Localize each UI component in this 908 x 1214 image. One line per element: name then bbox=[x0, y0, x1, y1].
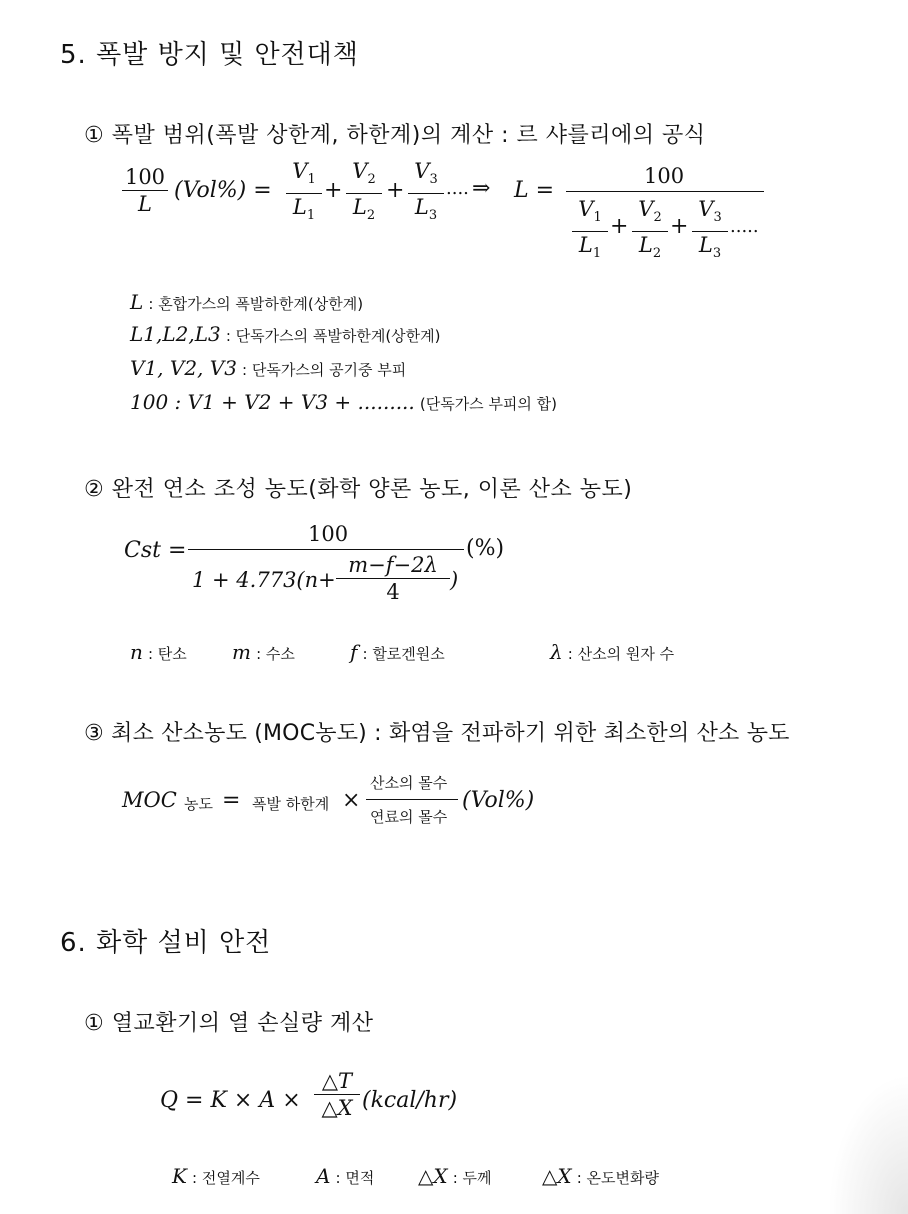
heat-unit: (kcal/hr) bbox=[362, 1088, 458, 1113]
item1-heading: ① 폭발 범위(폭발 상한계, 하한계)의 계산 : 르 샤를리에의 공식 bbox=[84, 123, 706, 148]
lhs-fraction: 100 L bbox=[122, 164, 168, 217]
moc-denominator: 연료의 몰수 bbox=[370, 808, 448, 826]
term1-den: $L_1$ bbox=[292, 195, 316, 223]
item3-heading: ③ 최소 산소농도 (MOC농도) : 화염을 전파하기 위한 최소한의 산소 농도 bbox=[84, 721, 790, 746]
legend-row: 100 : V1 + V2 + V3 + ......... (단독가스 부피의 합) bbox=[130, 390, 558, 414]
term3-fraction bbox=[408, 158, 444, 229]
term2-num: $V_2$ bbox=[352, 159, 376, 187]
moc-unit: (Vol%) bbox=[462, 788, 535, 813]
legend-row: f : 할로겐원소 bbox=[350, 640, 445, 664]
moc-times: × bbox=[342, 788, 361, 813]
term2-den: $L_2$ bbox=[352, 195, 376, 223]
legend-row: m : 수소 bbox=[232, 640, 295, 664]
lhs-unit: (Vol%) = bbox=[174, 178, 272, 203]
page-corner-shadow bbox=[828, 1074, 908, 1214]
legend-row: L1,L2,L3 : 단독가스의 폭발하한계(상한계) bbox=[130, 322, 441, 346]
legend-row: K : 전열계수 bbox=[172, 1164, 260, 1188]
moc-term: 폭발 하한계 bbox=[252, 795, 330, 813]
moc-lhs-suffix: 농도 bbox=[184, 795, 213, 813]
ellipsis: .... bbox=[446, 178, 469, 199]
section5-title: 5. 폭발 방지 및 안전대책 bbox=[60, 40, 359, 70]
cst-numerator: 100 bbox=[308, 522, 349, 546]
rhs-bar bbox=[566, 191, 764, 192]
plus-sign: + bbox=[324, 178, 343, 203]
heat-fraction: △T △X bbox=[314, 1068, 360, 1121]
term1-fraction bbox=[286, 158, 322, 229]
cst-den-prefix: 1 + 4.773(n+ bbox=[192, 568, 336, 592]
legend-row: L : 혼합가스의 폭발하한계(상한계) bbox=[130, 290, 364, 314]
cst-lhs: Cst = bbox=[124, 538, 187, 563]
moc-bar bbox=[366, 799, 458, 800]
cst-bar bbox=[188, 549, 464, 550]
heat-lhs: Q = K × A × bbox=[160, 1088, 301, 1113]
moc-numerator: 산소의 몰수 bbox=[370, 774, 448, 792]
moc-equals: = bbox=[222, 788, 241, 813]
legend-row: V1, V2, V3 : 단독가스의 공기중 부피 bbox=[130, 356, 407, 380]
L-equals: L = bbox=[514, 178, 555, 203]
cst-den-suffix: ) bbox=[450, 568, 459, 592]
item2-heading: ② 완전 연소 조성 농도(화학 양론 농도, 이론 산소 농도) bbox=[84, 477, 633, 502]
rhs-term3: $V_3$ $L_3$ bbox=[692, 196, 728, 267]
legend-row: A : 면적 bbox=[316, 1164, 375, 1188]
term3-num: $V_3$ bbox=[414, 159, 438, 187]
term1-num: $V_1$ bbox=[292, 159, 316, 187]
legend-row: n : 탄소 bbox=[130, 640, 187, 664]
s6-item1-heading: ① 열교환기의 열 손실량 계산 bbox=[84, 1011, 374, 1036]
rhs-tail: ..... bbox=[730, 216, 759, 237]
moc-lhs: MOC bbox=[122, 788, 177, 812]
implies-arrow: ⇒ bbox=[472, 176, 491, 201]
legend-row: △X : 두께 bbox=[418, 1164, 492, 1188]
inner-fraction: m−f−2λ 4 bbox=[336, 552, 450, 605]
plus-sign: + bbox=[386, 178, 405, 203]
rhs-numerator: 100 bbox=[644, 164, 685, 188]
term2-fraction bbox=[346, 158, 382, 229]
cst-unit: (%) bbox=[466, 536, 505, 561]
rhs-term1: $V_1$ $L_1$ bbox=[572, 196, 608, 267]
rhs-term2: $V_2$ $L_2$ bbox=[632, 196, 668, 267]
legend-row: △X : 온도변화량 bbox=[542, 1164, 659, 1188]
term3-den: $L_3$ bbox=[414, 195, 438, 223]
section6-title: 6. 화학 설비 안전 bbox=[60, 928, 272, 958]
legend-row: λ : 산소의 원자 수 bbox=[550, 640, 675, 664]
